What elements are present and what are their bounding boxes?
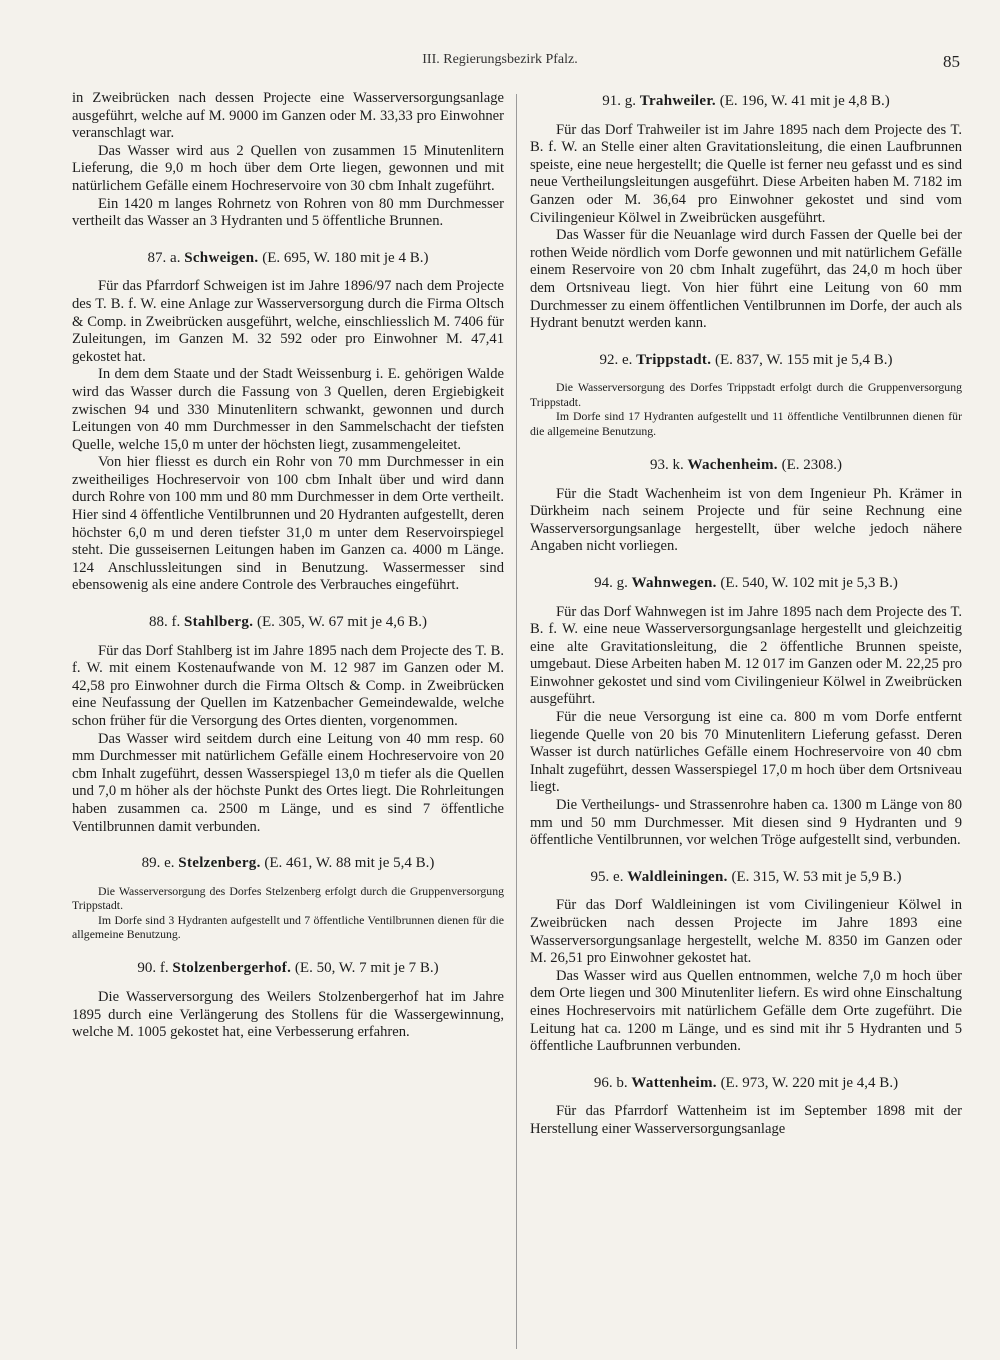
paragraph: Für das Dorf Waldleiningen ist vom Civilingenieur Kölwel in Zweibrücken nach dessen Projecte im Jahre 1893 eine Wasserversorgungsanlage hergestellt, welche M. 8350 im Ganzen oder M. 26,51 pro Einwohner gekostet hat. — [530, 897, 962, 967]
right-column — [530, 90, 962, 1139]
entry-heading — [72, 614, 504, 632]
entry-heading — [72, 855, 504, 873]
page-header — [0, 52, 1000, 76]
paragraph: Für die neue Versorgung ist eine ca. 800 m vom Dorfe entfernt liegende Quelle von 20 bis 70 Minutenlitern Lieferung gefasst. Deren Wasser ist durch natürliches Gefälle einem Hochreservoire von 40 cbm Inhalt zugeführt, dessen Wasserspiegel 17,0 m hoch über dem Ortsniveau liegt. — [530, 709, 962, 796]
paragraph-small: Im Dorfe sind 17 Hydranten aufgestellt und 11 öffentliche Ventilbrunnen dienen für die allgemeine Benutzung. — [530, 409, 962, 438]
paragraph: Für das Dorf Wahnwegen ist im Jahre 1895 nach dem Projecte des T. B. f. W. eine neue Wasserversorgungsanlage hergestellt und gleichzeitig eine alte Gravitationsleitung, die 2 öffentliche Brunnen speiste, umgebaut. Diese Arbeiten haben M. 12 017 im Ganzen oder M. 22,25 pro Einwohner gekostet und sind vom Civilingenieur Kölwel in Zweibrücken ausgeführt. — [530, 603, 962, 708]
entry-place: Stelzenberg. — [178, 855, 261, 872]
entry-number: 90. f. — [137, 960, 169, 977]
entry-data: (E. 196, W. 41 mit je 4,8 B.) — [719, 93, 890, 109]
entry-number: 94. g. — [594, 574, 628, 591]
entry-heading — [530, 93, 962, 111]
entry-place: Wahnwegen. — [631, 574, 717, 591]
column-divider — [516, 94, 517, 1349]
entry-heading — [530, 575, 962, 593]
entry-number: 87. a. — [147, 249, 181, 266]
paragraph: in Zweibrücken nach dessen Projecte eine Wasserversorgungsanlage ausgeführt, welche auf M. 9000 im Ganzen oder M. 33,33 pro Einwohner veranschlagt war. — [72, 90, 504, 142]
entry-heading — [530, 1075, 962, 1093]
paragraph: Für das Dorf Stahlberg ist im Jahre 1895 nach dem Projecte des T. B. f. W. mit einem Kostenaufwande von M. 12 987 im Ganzen oder M. 42,58 pro Einwohner durch die Firma Oltsch & Comp. in Zweibrücken eine Neufassung der Quellen im Katzenbacher Gemeindewalde, welche schon früher für die Versorgung des Ortes dienten, vorgenommen. — [72, 642, 504, 729]
entry-number: 95. e. — [590, 868, 624, 885]
entry-place: Trahweiler. — [639, 93, 716, 109]
entry-data: (E. 2308.) — [781, 456, 843, 473]
entry-data: (E. 315, W. 53 mit je 5,9 B.) — [731, 868, 902, 885]
entry-heading — [72, 250, 504, 268]
entry-number: 96. b. — [593, 1074, 628, 1091]
paragraph-small: Im Dorfe sind 3 Hydranten aufgestellt und 7 öffentliche Ventilbrunnen dienen für die allgemeine Benutzung. — [72, 912, 504, 941]
entry-data: (E. 540, W. 102 mit je 5,3 B.) — [720, 574, 898, 591]
paragraph: Von hier fliesst es durch ein Rohr von 70 mm Durchmesser in ein zweitheiliges Hochreservoir von 100 cbm Inhalt über und wird dann durch Rohre von 100 mm und 80 mm Durchmesser in dem Orte vertheilt. Hier sind 4 öffentliche Ventilbrunnen und 20 Hydranten aufgestellt, deren höchster 6,0 m und deren tiefster 31,0 m unter dem Reservoirspiegel steht. Die gusseisernen Leitungen haben im Ganzen ca. 4000 m Länge. 124 Anschlussleitungen sind in Benutzung. Wassermesser sind ebensowenig als eine andere Controle des Verbrauches eingeführt. — [72, 454, 504, 594]
entry-number: 89. e. — [141, 855, 175, 872]
paragraph: Das Wasser wird seitdem durch eine Leitung von 40 mm resp. 60 mm Durchmesser mit natürlichem Gefälle einem Hochreservoire von 20 cbm Inhalt zugeführt, dessen Wasserspiegel 13,0 m tiefer als die Quellen und 7,0 m höher als der höchste Punkt des Ortes liegt. Die Rohrleitungen haben zusammen ca. 2500 m Länge, und es sind 7 öffentliche Ventilbrunnen damit verbunden. — [72, 730, 504, 835]
paragraph: Für das Pfarrdorf Schweigen ist im Jahre 1896/97 nach dem Projecte des T. B. f. W. eine Anlage zur Wasserversorgung durch die Firma Oltsch & Comp. in Zweibrücken ausgeführt, welche, einschliesslich M. 7406 für Zuleitungen, im Ganzen M. 32 592 oder pro Einwohner M. 47,41 gekostet hat. — [72, 278, 504, 365]
paragraph: In dem dem Staate und der Stadt Weissenburg i. E. gehörigen Walde wird das Wasser durch die Fassung von 3 Quellen, deren Ergiebigkeit zwischen 94 und 330 Minutenlitern schwankt, gewonnen und durch Leitungen von 40 mm Durchmesser in den Sammelschacht der tiefsten Quelle, welche 15,0 m unter der höchsten liegt, zusammengeleitet. — [72, 366, 504, 453]
paragraph-small: Die Wasserversorgung des Dorfes Trippstadt erfolgt durch die Gruppenversorgung Trippstadt. — [530, 380, 962, 409]
entry-number: 92. e. — [599, 351, 633, 368]
entry-data: (E. 695, W. 180 mit je 4 B.) — [262, 249, 429, 266]
paragraph: Das Wasser wird aus 2 Quellen von zusammen 15 Minutenlitern Lieferung, die 9,0 m hoch über dem Orte liegen, gewonnen und mit natürlichem Gefälle einem Hochreservoire von 30 cbm Inhalt zugeführt. — [72, 142, 504, 194]
entry-data: (E. 50, W. 7 mit je 7 B.) — [294, 960, 439, 977]
entry-data: (E. 461, W. 88 mit je 5,4 B.) — [264, 855, 435, 872]
paragraph: Das Wasser für die Neuanlage wird durch Fassen der Quelle bei der rothen Weide nördlich vom Dorfe gewonnen und mit natürlichem Gefälle einem Reservoire von 20 cbm Inhalt zugeführt, das 24,0 m hoch über dem Ortsniveau liegt. Von hier führt eine Leitung von 60 mm Durchmesser zu einem öffentlichen Ventilbrunnen im Dorfe, der auch als Hydrant benutzt werden kann. — [530, 227, 962, 332]
entry-place: Trippstadt. — [636, 351, 712, 368]
entry-heading — [72, 960, 504, 978]
entry-data: (E. 305, W. 67 mit je 4,6 B.) — [257, 614, 427, 631]
entry-place: Waldleiningen. — [627, 868, 728, 885]
entry-heading — [530, 869, 962, 887]
entry-number: 91. g. — [602, 93, 637, 109]
entry-place: Wachenheim. — [687, 456, 778, 473]
paragraph: Für das Pfarrdorf Wattenheim ist im September 1898 mit der Herstellung einer Wasserversorgungsanlage — [530, 1103, 962, 1137]
entry-data: (E. 837, W. 155 mit je 5,4 B.) — [715, 351, 893, 368]
paragraph-small: Die Wasserversorgung des Dorfes Stelzenberg erfolgt durch die Gruppenversorgung Trippstadt. — [72, 883, 504, 913]
paragraph: Die Wasserversorgung des Weilers Stolzenbergerhof hat im Jahre 1895 durch eine Verlängerung des Stollens für die Wassergewinnung, welche M. 1005 gekostet hat, eine Verbesserung erfahren. — [72, 988, 504, 1041]
entry-data: (E. 973, W. 220 mit je 4,4 B.) — [720, 1074, 899, 1091]
left-column — [72, 90, 504, 1042]
entry-place: Stolzenbergerhof. — [172, 960, 292, 977]
entry-place: Schweigen. — [184, 249, 259, 266]
entry-number: 93. k. — [649, 456, 684, 473]
entry-place: Wattenheim. — [631, 1074, 717, 1091]
paragraph: Das Wasser wird aus Quellen entnommen, welche 7,0 m hoch über dem Orte liegen und 300 Minutenliter liefern. Es wird ohne Einschaltung eines Hochreservoirs mit natürlichem Gefälle dem Orte zugeführt. Die Leitung hat ca. 1200 m Länge, und es sind mit ihr 5 Hydranten und 5 öffentliche Laufbrunnen verbunden. — [530, 967, 962, 1055]
entry-heading — [530, 352, 962, 370]
paragraph: Ein 1420 m langes Rohrnetz von Rohren von 80 mm Durchmesser vertheilt das Wasser an 3 Hydranten und 5 öffentliche Brunnen. — [72, 195, 504, 230]
paragraph: Für das Dorf Trahweiler ist im Jahre 1895 nach dem Projecte des T. B. f. W. an Stelle einer alten Gravitationsleitung, die einen Laufbrunnen speiste, eine neue hergestellt; die Quelle ist ferner neu gefasst und es sind neue Vertheilungsleitungen ausgeführt. Diese Arbeiten haben M. 7182 im Ganzen oder M. 36,64 pro Einwohner gekostet und sind vom Civilingenieur Kölwel in Zweibrücken ausgeführt. — [530, 121, 962, 226]
page-number: 85 — [943, 52, 960, 71]
paragraph: Für die Stadt Wachenheim ist von dem Ingenieur Ph. Krämer in Dürkheim nach seinem Projecte und für seine Rechnung eine Wasserversorgungsanlage hergestellt, über welche jedoch nähere Angaben nicht vorliegen. — [530, 485, 962, 555]
running-head: III. Regierungsbezirk Pfalz. — [422, 52, 578, 67]
entry-heading — [530, 457, 962, 475]
entry-place: Stahlberg. — [183, 614, 254, 631]
entry-number: 88. f. — [148, 614, 181, 631]
paragraph: Die Vertheilungs- und Strassenrohre haben ca. 1300 m Länge von 80 mm und 50 mm Durchmesser. Mit diesen sind 9 Hydranten und 9 öffentliche Ventilbrunnen, vor welchen Tröge aufgestellt sind, verbunden. — [530, 797, 962, 849]
